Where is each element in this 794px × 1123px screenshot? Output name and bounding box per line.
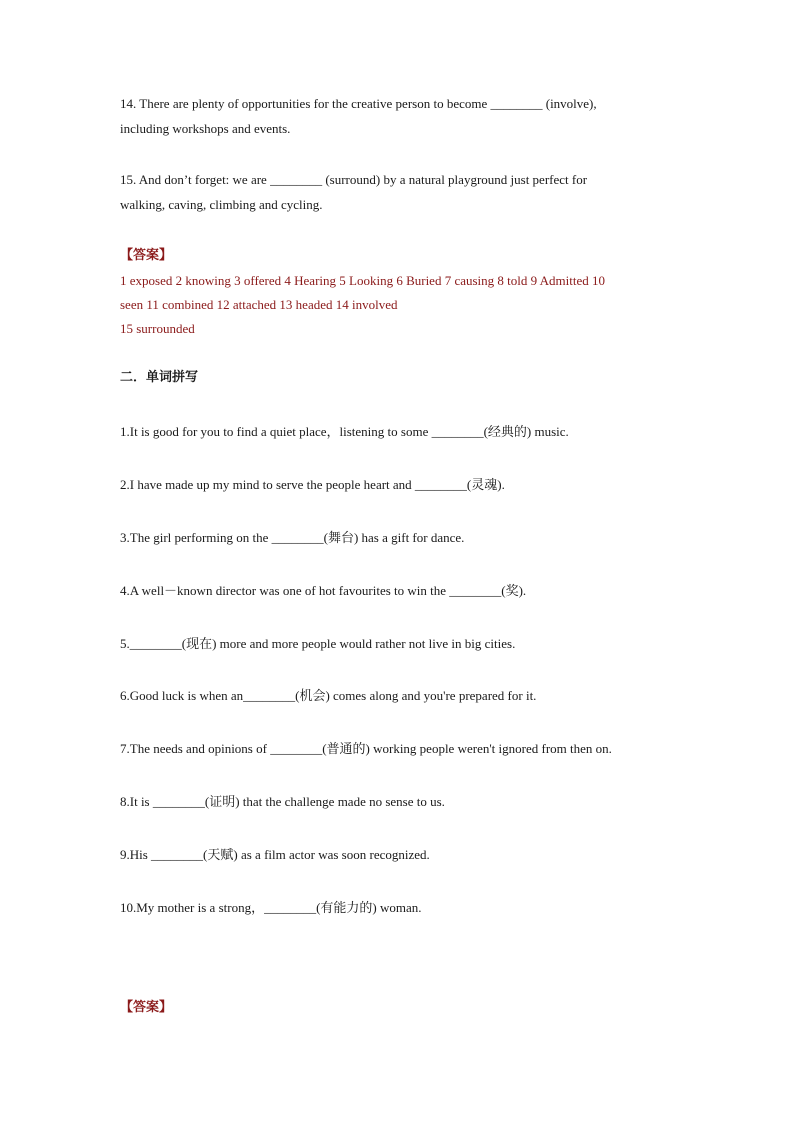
spelling-item-6: 6.Good luck is when an________(机会) comes along and you're prepared for it. bbox=[120, 688, 537, 703]
spelling-item-8: 8.It is ________(证明) that the challenge made no sense to us. bbox=[120, 794, 445, 809]
section-title: 二．单词拼写 bbox=[120, 370, 199, 385]
spelling-item-2: 2.I have made up my mind to serve the people heart and ________(灵魂). bbox=[120, 477, 505, 492]
answer-heading-2: 【答案】 bbox=[120, 1000, 173, 1015]
answer-line-1: 1 exposed 2 knowing 3 offered 4 Hearing 5 Looking 6 Buried 7 causing 8 told 9 Admitted 10 bbox=[120, 273, 606, 288]
spelling-item-7: 7.The needs and opinions of ________(普通的) working people weren't ignored from then on. bbox=[120, 741, 612, 756]
answer-line-3: 15 surrounded bbox=[120, 321, 195, 336]
spelling-item-5: 5.________(现在) more and more people would rather not live in big cities. bbox=[120, 636, 516, 651]
question-14-line-2: including workshops and events. bbox=[120, 121, 291, 136]
question-14-line-1: 14. There are plenty of opportunities for the creative person to become ________ (involve), bbox=[120, 96, 597, 111]
spelling-item-9: 9.His ________(天赋) as a film actor was soon recognized. bbox=[120, 847, 430, 862]
answer-heading: 【答案】 bbox=[120, 248, 173, 263]
question-15-line-1: 15. And don’t forget: we are ________ (surround) by a natural playground just perfect for bbox=[120, 172, 588, 187]
question-15-line-2: walking, caving, climbing and cycling. bbox=[120, 197, 323, 212]
spelling-item-3: 3.The girl performing on the ________(舞台) has a gift for dance. bbox=[120, 530, 465, 545]
spelling-item-10: 10.My mother is a strong，________(有能力的) woman. bbox=[120, 900, 422, 915]
answer-line-2: seen 11 combined 12 attached 13 headed 14 involved bbox=[120, 297, 398, 312]
spelling-item-1: 1.It is good for you to find a quiet place，listening to some ________(经典的) music. bbox=[120, 424, 569, 439]
spelling-item-4: 4.A well－known director was one of hot favourites to win the ________(奖). bbox=[120, 583, 527, 598]
